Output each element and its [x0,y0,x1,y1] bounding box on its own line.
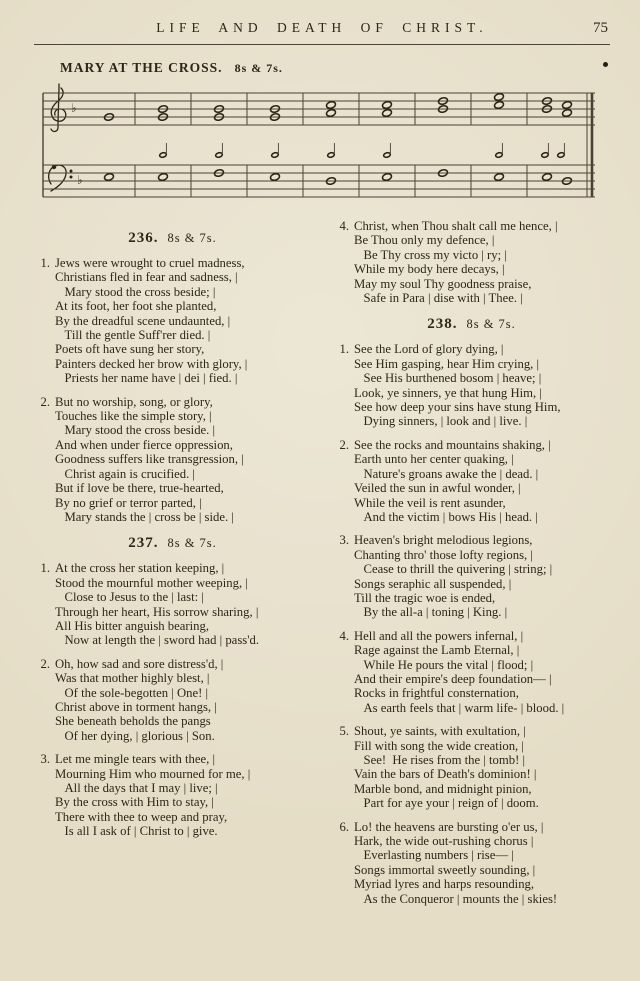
hymn-heading [34,229,311,247]
stanza [333,629,610,715]
hymn-line: And their empire's deep foundation— | [354,671,552,686]
hymn-line: Stood the mournful mother weeping, | [55,575,248,590]
hymn-line: Be Thy cross my victo | ry; | [354,247,507,262]
stanza-lines [55,395,244,525]
stanza [34,395,311,525]
hymn-line: Rage against the Lamb Eternal, | [354,643,520,658]
hymn-line: At the cross her station keeping, | [55,561,225,576]
ink-spot [603,62,608,67]
hymn-line: By the dreadful scene undaunted, | [55,313,231,328]
hymn-line: Was that mother highly blest, | [55,671,210,686]
stanza-lines [55,657,223,743]
tune-title: MARY AT THE CROSS. [60,60,223,75]
hymn-line: Look, ye sinners, ye that hung Him, | [354,385,542,400]
hymn-line: Be Thou only my defence, | [354,233,495,248]
stanza [34,561,311,647]
hymn-line: Safe in Para | dise with | Thee. | [354,291,523,306]
hymn-line: Mary stood the cross beside. | [55,423,216,438]
hymn-line: Rocks in frightful consternation, [354,686,519,701]
hymn-line: Close to Jesus to the | last: | [55,590,204,605]
score-notes [43,93,595,197]
stanza-number: 2. [339,437,349,452]
hymn-line: But no worship, song, or glory, [55,394,213,409]
hymn-line: Goodness suffers like transgression, | [55,452,244,467]
stanza-number: 1. [40,561,50,576]
hymn-line: May my soul Thy goodness praise, [354,276,532,291]
stanza-number: 2. [40,656,50,671]
hymn-line: By no grief or terror parted, | [55,495,202,510]
hymn-line: Dying sinners, | look and | live. | [354,414,528,429]
hymn-line: She beneath beholds the pangs [55,714,211,729]
hymn-line: By the all-a | toning | King. | [354,605,508,620]
bass-key-flat-icon: ♭ [77,173,83,187]
stanza-lines [354,533,552,619]
hymn-columns [34,219,610,915]
hymn-line: But if love be there, true-hearted, [55,481,224,496]
hymn-line: Earth unto her center quaking, | [354,452,514,467]
hymn-line: Till the gentle Suff'rer died. | [55,328,211,343]
stanza-number: 1. [339,342,349,357]
hymn-line: Let me mingle tears with thee, | [55,752,216,767]
hymn-line: Chanting thro' those lofty regions, | [354,547,533,562]
hymn-line: Hell and all the powers infernal, | [354,628,524,643]
hymn-line: Now at length the | sword had | pass'd. [55,633,259,648]
hymn-line: There with thee to weep and pray, [55,809,228,824]
stanza-lines [354,629,564,715]
hymn-line: Through her heart, His sorrow sharing, | [55,604,259,619]
hymn-line: Veiled the sun in awful wonder, | [354,481,521,496]
hymn-line: Christ again is crucified. | [55,466,195,481]
hymn-line: Oh, how sad and sore distress'd, | [55,656,224,671]
hymn-line: Mourning Him who mourned for me, | [55,766,251,781]
running-head: LIFE AND DEATH OF CHRIST. [156,20,488,35]
hymn-line: Hark, the wide out-rushing chorus | [354,834,534,849]
stanza-lines [55,256,247,386]
hymn-meter: 8s & 7s. [466,317,516,332]
stanza-number: 4. [339,219,349,233]
hymn-line: At its foot, her foot she planted, [55,299,217,314]
music-staves [39,81,605,207]
hymn-heading [34,534,311,552]
hymn-line: Mary stands the | cross be | side. | [55,509,234,524]
column-right [333,219,610,915]
column-left [34,219,311,915]
treble-clef-icon [51,84,66,131]
hymn-line: Lo! the heavens are bursting o'er us, | [354,819,544,834]
hymn-number: 237. [128,535,159,552]
stanza-number: 2. [40,394,50,409]
hymn-line: Of the sole-begotten | One! | [55,685,209,700]
page-header [34,20,610,45]
stanza-number: 3. [339,533,349,548]
hymn-line: Of her dying, | glorious | Son. [55,728,215,743]
stanza [333,533,610,619]
hymn-line: Christ, when Thou shalt call me hence, | [354,219,558,233]
hymn-line: As earth feels that | warm life- | blood. | [354,700,565,715]
stanza-lines [55,561,259,647]
hymn-line: Christians fled in fear and sadness, | [55,270,238,285]
stanza [333,219,610,305]
page-content [34,20,610,915]
hymn-line: While my body here decays, | [354,262,505,277]
stanza [34,256,311,386]
stanza-number: 1. [40,256,50,270]
hymn-line: Till the tragic woe is ended, [354,590,496,605]
tune-title-row [60,59,610,77]
stanza [333,342,610,428]
hymn-line: See His burthened bosom | heave; | [354,371,542,386]
stanza-lines [354,342,561,428]
tune-meter: 8s & 7s. [234,61,283,75]
stanza-lines [354,219,558,305]
stanza-number: 3. [40,752,50,767]
stanza-lines [354,820,557,906]
hymn-line: Touches like the simple story, | [55,409,212,424]
hymn-line: Heaven's bright melodious legions, [354,533,533,548]
hymn-line: Cease to thrill the quivering | string; | [354,562,553,577]
stanza-lines [55,752,250,838]
page-number: 75 [592,20,608,36]
stanza-number: 4. [339,628,349,643]
hymn-line: See the Lord of glory dying, | [354,342,504,357]
hymn-line: See! He rises from the | tomb! | [354,753,526,767]
hymn-line: By the cross with Him to stay, | [55,795,214,810]
stanza [34,657,311,743]
treble-key-flat-icon: ♭ [71,101,77,115]
hymn-line: See Him gasping, hear Him crying, | [354,356,540,371]
hymn-line: Poets oft have sung her story, [55,342,205,357]
hymn-line: Songs seraphic all suspended, | [354,576,512,591]
hymn-line: Painters decked her brow with glory, | [55,356,248,371]
hymn-line: See how deep your sins have stung Him, [354,400,561,415]
hymn-number: 236. [128,230,159,246]
hymn-line: Priests her name have | dei | fied. | [55,371,238,386]
bass-clef-icon [49,165,73,191]
hymn-line: Myriad lyres and harps resounding, [354,877,535,892]
stanza-lines [354,438,551,524]
stanza [34,752,311,838]
hymn-meter: 8s & 7s. [167,536,217,551]
stanza [333,820,610,906]
hymn-meter: 8s & 7s. [167,231,217,245]
hymn-line: Christ above in torment hangs, | [55,699,217,714]
hymn-line: Jews were wrought to cruel madness, [55,256,245,270]
stanza [333,724,610,810]
hymn-line: Songs immortal sweetly sounding, | [354,862,536,877]
stanza-lines [354,724,539,810]
hymn-line: And the victim | bows His | head. | [354,509,538,524]
hymn-line: Everlasting numbers | rise— | [354,848,514,863]
hymn-line: Shout, ye saints, with exultation, | [354,724,526,739]
hymn-line: And when under fierce oppression, [55,437,233,452]
hymn-line: All the days that I may | live; | [55,781,218,795]
stanza [333,438,610,524]
hymn-line: Mary stood the cross beside; | [55,284,216,299]
hymn-line: Part for aye your | reign of | doom. [354,796,539,811]
hymn-line: While the veil is rent asunder, [354,495,506,510]
hymn-line: Fill with song the wide creation, | [354,738,524,753]
hymn-line: While He pours the vital | flood; | [354,657,534,672]
hymn-line: Vain the bars of Death's dominion! | [354,767,537,782]
stanza-number: 5. [339,724,349,739]
hymn-line: All His bitter anguish bearing, [55,618,209,633]
hymn-line: Marble bond, and midnight pinion, [354,781,532,796]
stanza-number: 6. [339,819,349,834]
hymn-line: Nature's groans awake the | dead. | [354,466,539,481]
hymn-heading [333,315,610,333]
hymn-line: As the Conqueror | mounts the | skies! [354,891,558,906]
hymn-number: 238. [427,316,458,333]
hymn-line: Is all I ask of | Christ to | give. [55,824,218,839]
hymn-line: See the rocks and mountains shaking, | [354,437,551,452]
